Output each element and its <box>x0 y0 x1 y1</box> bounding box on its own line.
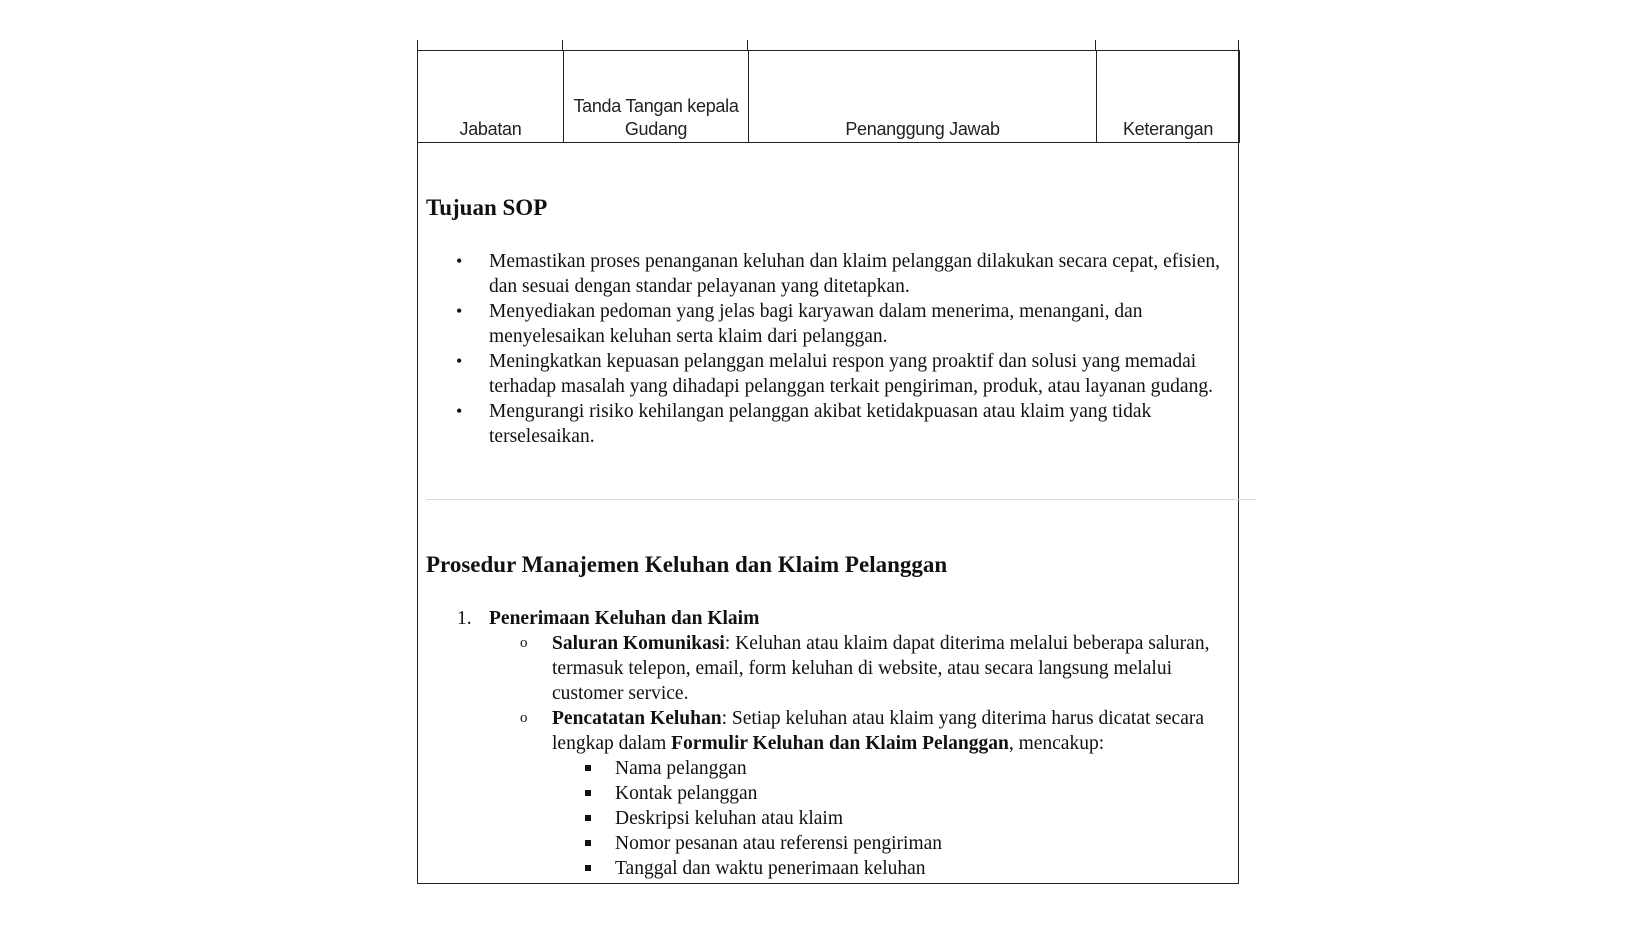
circle-bullet-icon: o <box>520 710 528 726</box>
column-penanggung-jawab: Penanggung Jawab <box>749 51 1097 143</box>
column-tanda-tangan: Tanda Tangan kepala Gudang <box>564 51 749 143</box>
sub-item-text: , mencakup: <box>1008 733 1105 754</box>
field-item <box>426 806 1236 831</box>
list-item <box>426 249 1226 299</box>
list-item-text: Meningkatkan kepuasan pelanggan melalui respon yang proaktif dan solusi yang memadai terhadap masalah yang dihadapi pelanggan terkait pengiriman, produk, atau layanan gudang. <box>489 351 1213 397</box>
section-heading-tujuan: Tujuan SOP <box>426 195 548 220</box>
field-item <box>426 831 1236 856</box>
tujuan-list <box>426 249 1226 449</box>
list-item-text: Mengurangi risiko kehilangan pelanggan akibat ketidakpuasan atau klaim yang tidak terselesaikan. <box>489 401 1152 447</box>
field-text: Tanggal dan waktu penerimaan keluhan <box>615 858 926 879</box>
bullet-icon: • <box>456 351 463 371</box>
sub-item-text: : Setiap keluhan atau klaim yang diterima harus dicatat secara lengkap dalam <box>552 708 1204 754</box>
field-item <box>426 781 1236 806</box>
form-name: Formulir Keluhan dan Klaim Pelanggan <box>671 733 1009 754</box>
list-item <box>426 399 1226 449</box>
circle-bullet-icon: o <box>520 635 528 651</box>
sub-item-text: : Keluhan atau klaim dapat diterima melalui beberapa saluran, termasuk telepon, email, form keluhan di website, atau secara langsung melalui customer service. <box>552 633 1210 704</box>
field-item <box>426 856 1236 881</box>
sub-item-saluran <box>426 631 1236 706</box>
field-text: Kontak pelanggan <box>615 783 758 804</box>
step-title: Penerimaan Keluhan dan Klaim <box>489 608 760 629</box>
list-item-text: Memastikan proses penanganan keluhan dan klaim pelanggan dilakukan secara cepat, efisien, dan sesuai dengan standar pelayanan yang ditetapkan. <box>489 251 1220 297</box>
horizontal-divider <box>426 499 1256 500</box>
sub-item-label: Pencatatan Keluhan <box>552 708 722 729</box>
prosedur-list <box>426 606 1236 881</box>
square-bullet-icon <box>585 765 591 771</box>
sub-item-label: Saluran Komunikasi <box>552 633 725 654</box>
step-number: 1. <box>457 608 472 629</box>
bullet-icon: • <box>456 401 463 421</box>
list-item <box>426 299 1226 349</box>
column-jabatan: Jabatan <box>418 51 564 143</box>
square-bullet-icon <box>585 815 591 821</box>
column-keterangan: Keterangan <box>1097 51 1240 143</box>
sub-item-pencatatan <box>426 706 1236 756</box>
field-text: Nama pelanggan <box>615 758 747 779</box>
field-text: Nomor pesanan atau referensi pengiriman <box>615 833 943 854</box>
square-bullet-icon <box>585 790 591 796</box>
bullet-icon: • <box>456 301 463 321</box>
field-text: Deskripsi keluhan atau klaim <box>615 808 843 829</box>
list-item <box>426 349 1226 399</box>
bullet-icon: • <box>456 251 463 271</box>
section-heading-prosedur: Prosedur Manajemen Keluhan dan Klaim Pelanggan <box>426 552 948 577</box>
square-bullet-icon <box>585 840 591 846</box>
list-item-text: Menyediakan pedoman yang jelas bagi karyawan dalam menerima, menangani, dan menyelesaikan keluhan serta klaim dari pelanggan. <box>489 301 1143 347</box>
step-item <box>426 606 1236 631</box>
square-bullet-icon <box>585 865 591 871</box>
field-item <box>426 756 1236 781</box>
